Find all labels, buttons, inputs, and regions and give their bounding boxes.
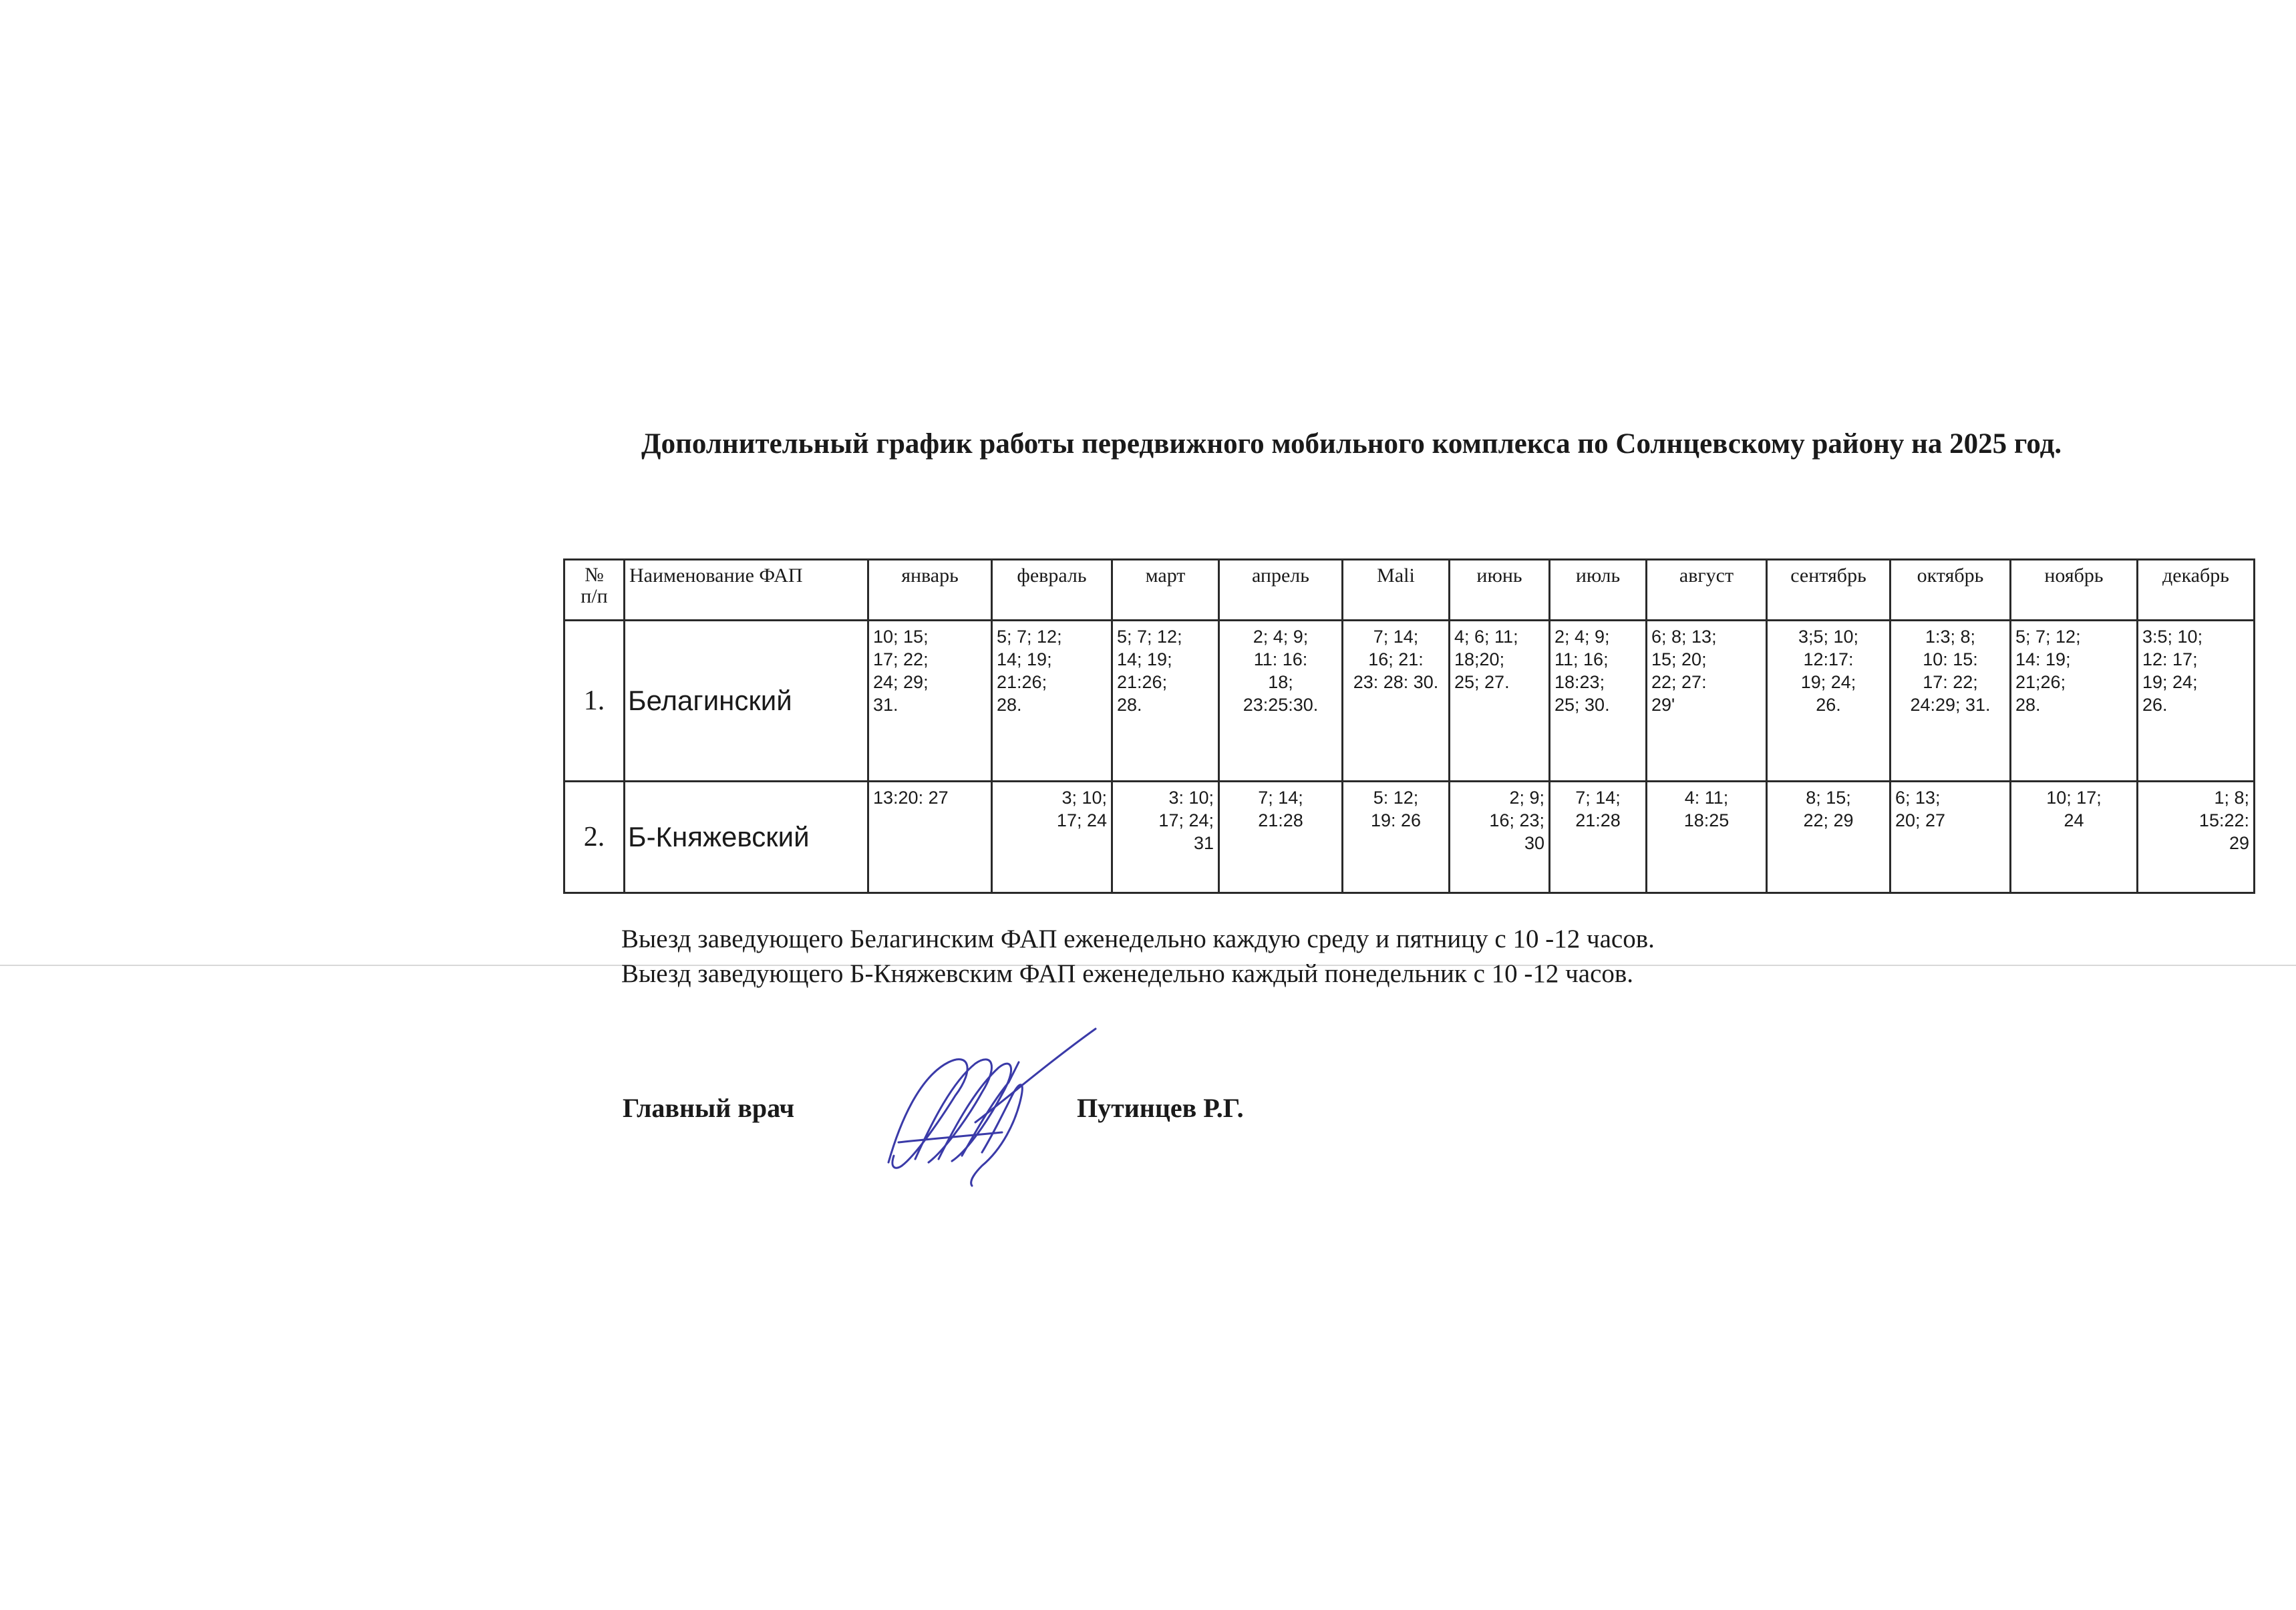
col-header-month: сентябрь — [1767, 560, 1891, 621]
row-number: 2. — [564, 782, 625, 893]
schedule-cell: 3:5; 10; 12: 17; 19; 24; 26. — [2138, 621, 2255, 782]
schedule-cell: 3;5; 10; 12:17: 19; 24; 26. — [1767, 621, 1891, 782]
schedule-cell: 2; 4; 9; 11; 16; 18:23; 25; 30. — [1550, 621, 1647, 782]
schedule-cell: 10; 15; 17; 22; 24; 29; 31. — [868, 621, 992, 782]
signatory-name: Путинцев Р.Г. — [1077, 1093, 1244, 1123]
schedule-cell: 13:20: 27 — [868, 782, 992, 893]
schedule-cell: 10; 17; 24 — [2011, 782, 2138, 893]
col-header-month: ноябрь — [2011, 560, 2138, 621]
schedule-cell: 7; 14; 21:28 — [1219, 782, 1343, 893]
schedule-cell: 2; 4; 9; 11: 16: 18; 23:25:30. — [1219, 621, 1343, 782]
schedule-cell: 5: 12; 19: 26 — [1343, 782, 1450, 893]
schedule-cell: 4; 6; 11; 18;20; 25; 27. — [1450, 621, 1550, 782]
fap-name: Б-Княжевский — [625, 782, 868, 893]
notes-block — [621, 922, 1655, 991]
schedule-cell: 5; 7; 12; 14: 19; 21;26; 28. — [2011, 621, 2138, 782]
col-header-month: март — [1112, 560, 1219, 621]
table-header-row — [564, 560, 2255, 621]
row-number: 1. — [564, 621, 625, 782]
handwritten-signature — [875, 1015, 1102, 1189]
schedule-cell: 5; 7; 12; 14; 19; 21:26; 28. — [1112, 621, 1219, 782]
col-header-month: июль — [1550, 560, 1647, 621]
col-header-month: февраль — [992, 560, 1112, 621]
schedule-cell: 3: 10; 17; 24; 31 — [1112, 782, 1219, 893]
schedule-cell: 7; 14; 16; 21: 23: 28: 30. — [1343, 621, 1450, 782]
table-row — [564, 782, 2255, 893]
schedule-cell: 2; 9; 16; 23; 30 — [1450, 782, 1550, 893]
schedule-cell: 6; 13; 20; 27 — [1891, 782, 2011, 893]
fap-name: Белагинский — [625, 621, 868, 782]
col-header-month: август — [1647, 560, 1767, 621]
schedule-cell: 3; 10; 17; 24 — [992, 782, 1112, 893]
col-header-month: январь — [868, 560, 992, 621]
schedule-cell: 7; 14; 21:28 — [1550, 782, 1647, 893]
col-header-number: № п/п — [564, 560, 625, 621]
document-title: Дополнительный график работы передвижного мобильного комплекса по Солнцевскому району на 2025 год. — [641, 428, 2062, 460]
note-line: Выезд заведующего Белагинским ФАП еженедельно каждую среду и пятницу с 10 -12 часов. — [621, 925, 1655, 953]
schedule-cell: 8; 15; 22; 29 — [1767, 782, 1891, 893]
col-header-month: декабрь — [2138, 560, 2255, 621]
note-line: Выезд заведующего Б-Княжевским ФАП еженедельно каждый понедельник с 10 -12 часов. — [621, 959, 1634, 988]
schedule-cell: 4: 11; 18:25 — [1647, 782, 1767, 893]
col-header-fap-name: Наименование ФАП — [625, 560, 868, 621]
schedule-cell: 6; 8; 13; 15; 20; 22; 27: 29' — [1647, 621, 1767, 782]
col-header-month: апрель — [1219, 560, 1343, 621]
signatory-role: Главный врач — [623, 1093, 795, 1123]
table-row — [564, 621, 2255, 782]
schedule-table — [563, 558, 2255, 894]
col-header-month: июнь — [1450, 560, 1550, 621]
col-header-month: Mali — [1343, 560, 1450, 621]
schedule-cell: 1:3; 8; 10: 15: 17: 22; 24:29; 31. — [1891, 621, 2011, 782]
schedule-cell: 5; 7; 12; 14; 19; 21:26; 28. — [992, 621, 1112, 782]
col-header-month: октябрь — [1891, 560, 2011, 621]
schedule-cell: 1; 8; 15:22: 29 — [2138, 782, 2255, 893]
